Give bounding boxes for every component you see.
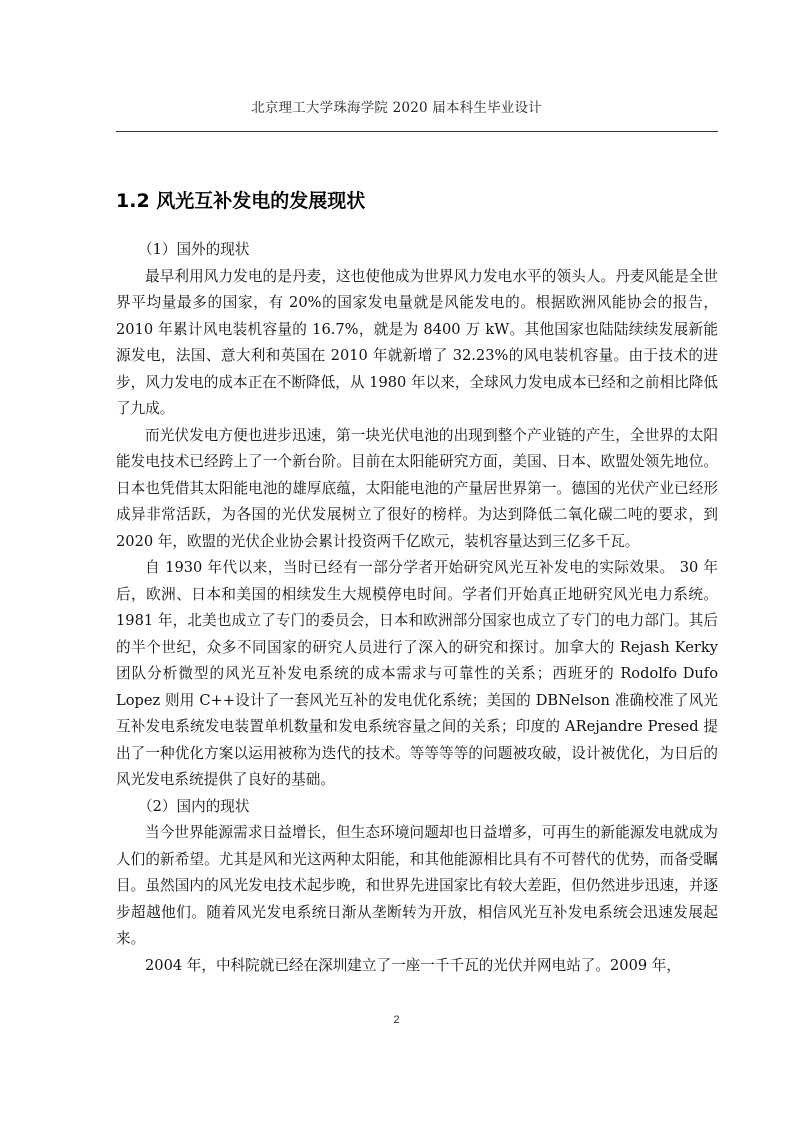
section-title: 1.2 风光互补发电的发展现状 <box>116 190 366 212</box>
paragraph-hybrid-research: 自 1930 年代以来，当时已经有一部分学者开始研究风光互补发电的实际效果。 30 年后，欧洲、日本和美国的相续发生大规模停电时间。学者们开始真正地研究风光电力系统。1981 年，北美也成立了专门的委员会，日本和欧洲部分国家也成立了专门的电力部门。其后的半个世纪，众多不同国家的研究人员进行了深入的研究和探讨。加拿大的 Rejash Kerky 团队分析微型的风光互补发电系统的成本需求与可靠性的关系；西班牙的 Rodolfo Dufo Lopez 则用 C++设计了一套风光互补的发电优化系统；美国的 DBNelson 准确校准了风光互补发电系统发电装置单机数量和发电系统容量之间的关系；印度的 ARejandre Presed 提出了一种优化方案以运用被称为迭代的技术。等等等等的问题被攻破，设计被优化，为日后的风光发电系统提供了良好的基础。 <box>116 559 718 788</box>
paragraph-photovoltaic: 而光伏发电方便也进步迅速，第一块光伏电池的出现到整个产业链的产生，全世界的太阳能发电技术已经跨上了一个新台阶。目前在太阳能研究方面，美国、日本、欧盟处领先地位。日本也凭借其太阳能电池的雄厚底蕴，太阳能电池的产量居世界第一。德国的光伏产业已经形成异非常活跃，为各国的光伏发展树立了很好的榜样。为达到降低二氧化碳二吨的要求，到 2020 年，欧盟的光伏企业协会累计投资两千亿欧元，装机容量达到三亿多千瓦。 <box>116 426 718 550</box>
page-number: 2 <box>393 1014 400 1026</box>
page-header: 北京理工大学珠海学院 2020 届本科生毕业设计 <box>251 100 542 116</box>
header-divider <box>116 131 718 132</box>
subheading-domestic-status: （2）国内的现状 <box>138 797 250 815</box>
paragraph-domestic-history: 2004 年，中科院就已经在深圳建立了一座一千千瓦的光伏并网电站了。2009 年， <box>145 956 681 974</box>
paragraph-wind-power: 最早利用风力发电的是丹麦，这也使他成为世界风力发电水平的领头人。丹麦风能是全世界平均量最多的国家，有 20%的国家发电量就是风能发电的。根据欧洲风能协会的报告，2010 年累计风电装机容量的 16.7%，就是为 8400 万 kW。其他国家也陆陆续续发展新能源发电，法国、意大利和英国在 2010 年就新增了 32.23%的风电装机容量。由于技术的进步，风力发电的成本正在不断降低，从 1980 年以来，全球风力发电成本已经和之前相比降低了九成。 <box>116 267 718 417</box>
subheading-foreign-status: （1）国外的现状 <box>138 241 250 258</box>
body-text <box>116 237 718 979</box>
paragraph-domestic-overview: 当今世界能源需求日益增长，但生态环境问题却也日益增多，可再生的新能源发电就成为人们的新希望。尤其是风和光这两种太阳能，和其他能源相比具有不可替代的优势，而备受瞩目。虽然国内的风光发电技术起步晚，和世界先进国家比有较大差距，但仍然进步迅速，并逐步超越他们。随着风光发电系统日渐从垄断转为开放，相信风光互补发电系统会迅速发展起来。 <box>116 824 718 947</box>
